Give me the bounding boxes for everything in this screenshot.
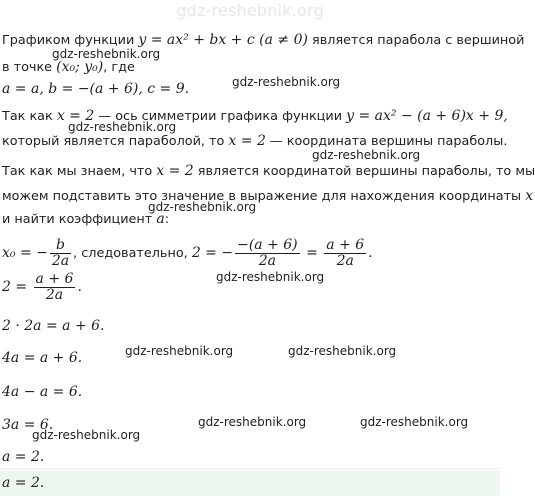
text-line-2: в точке (x₀; y₀), где (2, 59, 135, 75)
text-line-4: Так как x = 2 — ось симметрии графика функции y = ax² − (a + 6)x + 9, (2, 108, 508, 124)
step-1: 2 · 2a = a + 6. (2, 318, 105, 334)
step-3: 4a − a = 6. (2, 384, 83, 400)
watermark-9: gdz-reshebnik.org (198, 415, 307, 429)
step-2: 4a = a + 6. (2, 350, 83, 366)
fraction-b-over-2a: $\frac{b}{2a}$ (51, 237, 70, 269)
text-line-5: который является параболой, то x = 2 — координата вершины параболы. (2, 133, 508, 149)
watermark-3: gdz-reshebnik.org (68, 120, 177, 134)
watermark-1: gdz-reshebnik.org (52, 47, 161, 61)
site-logo[interactable]: gdz-reshebnik.org (176, 1, 324, 20)
watermark-5: gdz-reshebnik.org (148, 200, 257, 214)
watermark-10: gdz-reshebnik.org (360, 415, 469, 429)
fraction-a-plus-6: $\frac{a + 6}{2a}$ (326, 237, 365, 269)
answer-row (0, 470, 500, 496)
step-4: 3a = 6. (2, 417, 54, 433)
watermark-11: gdz-reshebnik.org (32, 428, 141, 442)
watermark-4: gdz-reshebnik.org (312, 148, 421, 162)
step-5: a = 2. (2, 449, 45, 465)
text-line-3: a = a, b = −(a + 6), c = 9. (2, 81, 190, 97)
text-line-7: можем подставить это значение в выражение для нахождения координаты x (2, 188, 534, 204)
text-line-1: Графиком функции y = ax² + bx + c (a ≠ 0) является парабола с вершиной (2, 32, 525, 48)
divider (0, 468, 500, 469)
watermark-6: gdz-reshebnik.org (216, 270, 325, 284)
fraction-neg-a-plus-6: $\frac{-(a + 6)}{2a}$ (237, 237, 298, 269)
text-line-8: и найти коэффициент a: (2, 211, 169, 227)
text-line-6: Так как мы знаем, что x = 2 является координатой вершины параболы, то мы (2, 163, 535, 179)
watermark-7: gdz-reshebnik.org (125, 344, 234, 358)
watermark-2: gdz-reshebnik.org (232, 75, 341, 89)
formula-vertex: x₀ = − $\frac{b}{2a}$ , следовательно, 2 = − $\frac{-(a + 6)}{2a}$ = $\frac{a + 6}{2a}$ . (2, 237, 373, 269)
formula-2-equals: 2 = $\frac{a + 6}{2a}$ . (2, 271, 82, 303)
fraction-a-plus-6-2: $\frac{a + 6}{2a}$ (35, 271, 74, 303)
watermark-8: gdz-reshebnik.org (288, 344, 397, 358)
answer-text: a = 2. (2, 475, 45, 491)
